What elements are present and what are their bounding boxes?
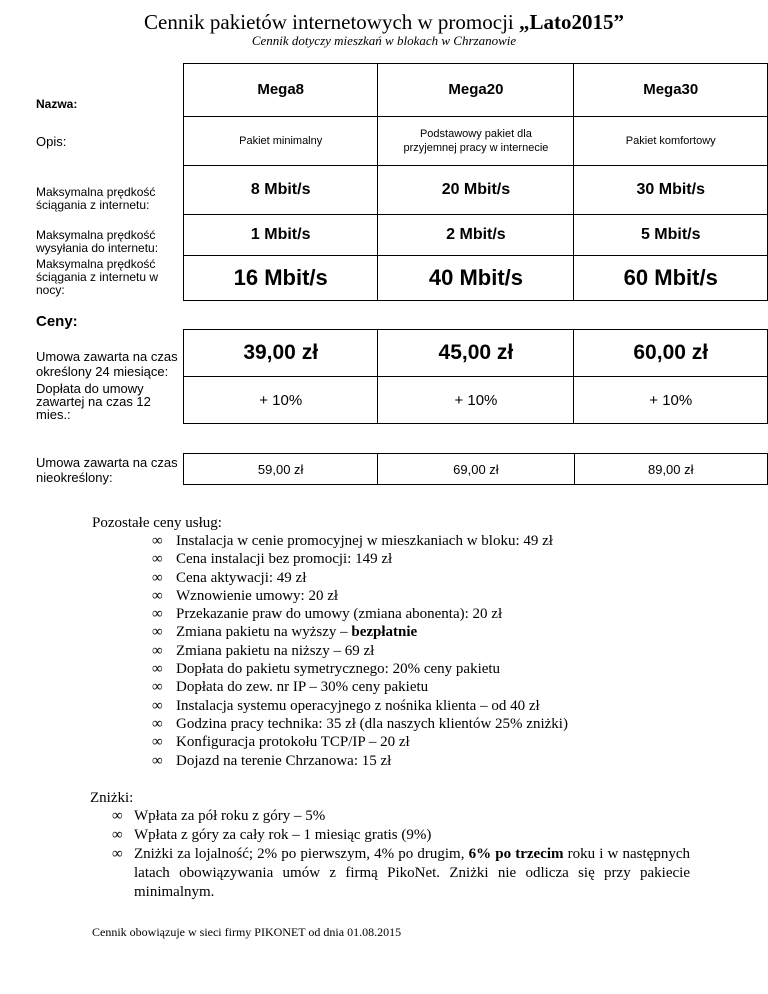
- package-desc-cell: Podstawowy pakiet dla przyjemnej pracy w internecie: [378, 117, 574, 166]
- infinity-bullet-icon: ∞: [152, 715, 163, 732]
- row-indefinite: [184, 454, 768, 485]
- infinity-bullet-icon: ∞: [152, 587, 163, 604]
- row-surcharge12: [184, 377, 768, 424]
- list-item: ∞ Zmiana pakietu na wyższy – bezpłatnie: [152, 624, 418, 641]
- list-item: ∞ Konfiguracja protokołu TCP/IP – 20 zł: [152, 734, 410, 751]
- package-desc-cell: Pakiet minimalny: [184, 117, 378, 166]
- prices-table: [183, 329, 768, 424]
- infinity-bullet-icon: ∞: [152, 533, 163, 549]
- list-item: ∞ Godzina pracy technika: 35 zł (dla naszych klientów 25% zniżki): [152, 715, 568, 732]
- infinity-bullet-icon: ∞: [152, 569, 163, 586]
- label-night: Maksymalna prędkość ściągania z internetu w nocy:: [36, 257, 159, 297]
- package-desc-cell: Pakiet komfortowy: [574, 117, 768, 166]
- label-contract12: Dopłata do umowy zawartej na czas 12 mies.:: [36, 381, 151, 422]
- list-item: ∞ Dopłata do zew. nr IP – 30% ceny pakietu: [152, 679, 429, 696]
- upload-cell: 2 Mbit/s: [378, 215, 574, 256]
- list-item: ∞ Dojazd na terenie Chrzanowa: 15 zł: [152, 752, 392, 769]
- label-upload: Maksymalna prędkość wysyłania do internetu:: [36, 228, 159, 255]
- package-name-cell: Mega30: [574, 64, 768, 117]
- label-name: Nazwa:: [36, 97, 78, 111]
- list-item: ∞ Instalacja w cenie promocyjnej w mieszkaniach w bloku: 49 zł: [152, 533, 553, 549]
- page-title: Cennik pakietów internetowych w promocji „Lato2015”: [144, 10, 624, 34]
- price24-cell: 60,00 zł: [574, 330, 768, 377]
- infinity-bullet-icon: ∞: [152, 642, 163, 659]
- download-cell: 30 Mbit/s: [574, 166, 768, 215]
- list-item: ∞ Cena aktywacji: 49 zł: [152, 569, 307, 586]
- surcharge12-cell: + 10%: [184, 377, 378, 424]
- night-speed-cell: 40 Mbit/s: [378, 256, 574, 301]
- promo-name: „Lato2015”: [519, 10, 624, 34]
- package-name-cell: Mega20: [378, 64, 574, 117]
- validity-note: Cennik obowiązuje w sieci firmy PIKONET od dnia 01.08.2015: [92, 925, 402, 939]
- upload-cell: 1 Mbit/s: [184, 215, 378, 256]
- infinity-bullet-icon: ∞: [112, 808, 123, 824]
- price-indefinite-cell: 89,00 zł: [574, 454, 767, 485]
- list-item: ∞ Instalacja systemu operacyjnego z nośnika klienta – od 40 zł: [152, 697, 540, 714]
- page-subtitle: Cennik dotyczy mieszkań w blokach w Chrzanowie: [251, 33, 517, 48]
- label-download: Maksymalna prędkość ściągania z internetu:: [36, 185, 156, 212]
- discounts-list: [90, 807, 690, 902]
- label-indefinite: Umowa zawarta na czas nieokreślony:: [36, 455, 178, 485]
- download-cell: 20 Mbit/s: [378, 166, 574, 215]
- infinity-bullet-icon: ∞: [152, 661, 163, 678]
- infinity-bullet-icon: ∞: [152, 734, 163, 751]
- list-item: ∞ Cena instalacji bez promocji: 149 zł: [152, 551, 393, 568]
- label-desc: Opis:: [36, 134, 67, 149]
- row-download: [184, 166, 768, 215]
- infinity-bullet-icon: ∞: [152, 624, 163, 641]
- list-item: ∞ Dopłata do pakietu symetrycznego: 20% ceny pakietu: [152, 661, 501, 678]
- other-prices-list: [92, 532, 712, 770]
- packages-table: [183, 63, 768, 301]
- price-indefinite-cell: 69,00 zł: [378, 454, 574, 485]
- surcharge12-cell: + 10%: [574, 377, 768, 424]
- list-item: ∞ Przekazanie praw do umowy (zmiana abonenta): 20 zł: [152, 606, 503, 623]
- upload-cell: 5 Mbit/s: [574, 215, 768, 256]
- row-upload: [184, 215, 768, 256]
- label-prices-heading: Ceny:: [36, 313, 78, 330]
- label-contract24: Umowa zawarta na czas określony 24 miesiące:: [36, 349, 178, 379]
- infinity-bullet-icon: ∞: [112, 827, 123, 843]
- discounts-heading: Zniżki:: [90, 790, 134, 806]
- infinity-bullet-icon: ∞: [112, 846, 123, 862]
- infinity-bullet-icon: ∞: [152, 679, 163, 696]
- row-night: [184, 256, 768, 301]
- row-desc: [184, 117, 768, 166]
- other-prices-section: [92, 515, 712, 770]
- discounts-section: [90, 790, 690, 902]
- list-item: ∞ Zmiana pakietu na niższy – 69 zł: [152, 642, 375, 659]
- infinity-bullet-icon: ∞: [152, 551, 163, 568]
- other-prices-heading: Pozostałe ceny usług:: [92, 515, 222, 531]
- indefinite-table: [183, 453, 768, 485]
- price24-cell: 45,00 zł: [378, 330, 574, 377]
- list-item: ∞ Wznowienie umowy: 20 zł: [152, 587, 339, 604]
- row-price24: [184, 330, 768, 377]
- infinity-bullet-icon: ∞: [152, 697, 163, 714]
- row-name: [184, 64, 768, 117]
- price24-cell: 39,00 zł: [184, 330, 378, 377]
- download-cell: 8 Mbit/s: [184, 166, 378, 215]
- infinity-bullet-icon: ∞: [152, 606, 163, 623]
- price-indefinite-cell: 59,00 zł: [184, 454, 378, 485]
- night-speed-cell: 60 Mbit/s: [574, 256, 768, 301]
- list-item: ∞ Wpłata za pół roku z góry – 5%: [112, 808, 326, 824]
- list-item: ∞ Zniżki za lojalność; 2% po pierwszym, 4% po drugim, 6% po trzecim roku i w następnych latach obowiązywania umów z firmą PikoNet. Zniżki nie odlicza się przy pakiecie minimalnym.: [112, 846, 690, 900]
- surcharge12-cell: + 10%: [378, 377, 574, 424]
- night-speed-cell: 16 Mbit/s: [184, 256, 378, 301]
- package-name-cell: Mega8: [184, 64, 378, 117]
- infinity-bullet-icon: ∞: [152, 752, 163, 769]
- list-item: ∞ Wpłata z góry za cały rok – 1 miesiąc gratis (9%): [112, 827, 432, 843]
